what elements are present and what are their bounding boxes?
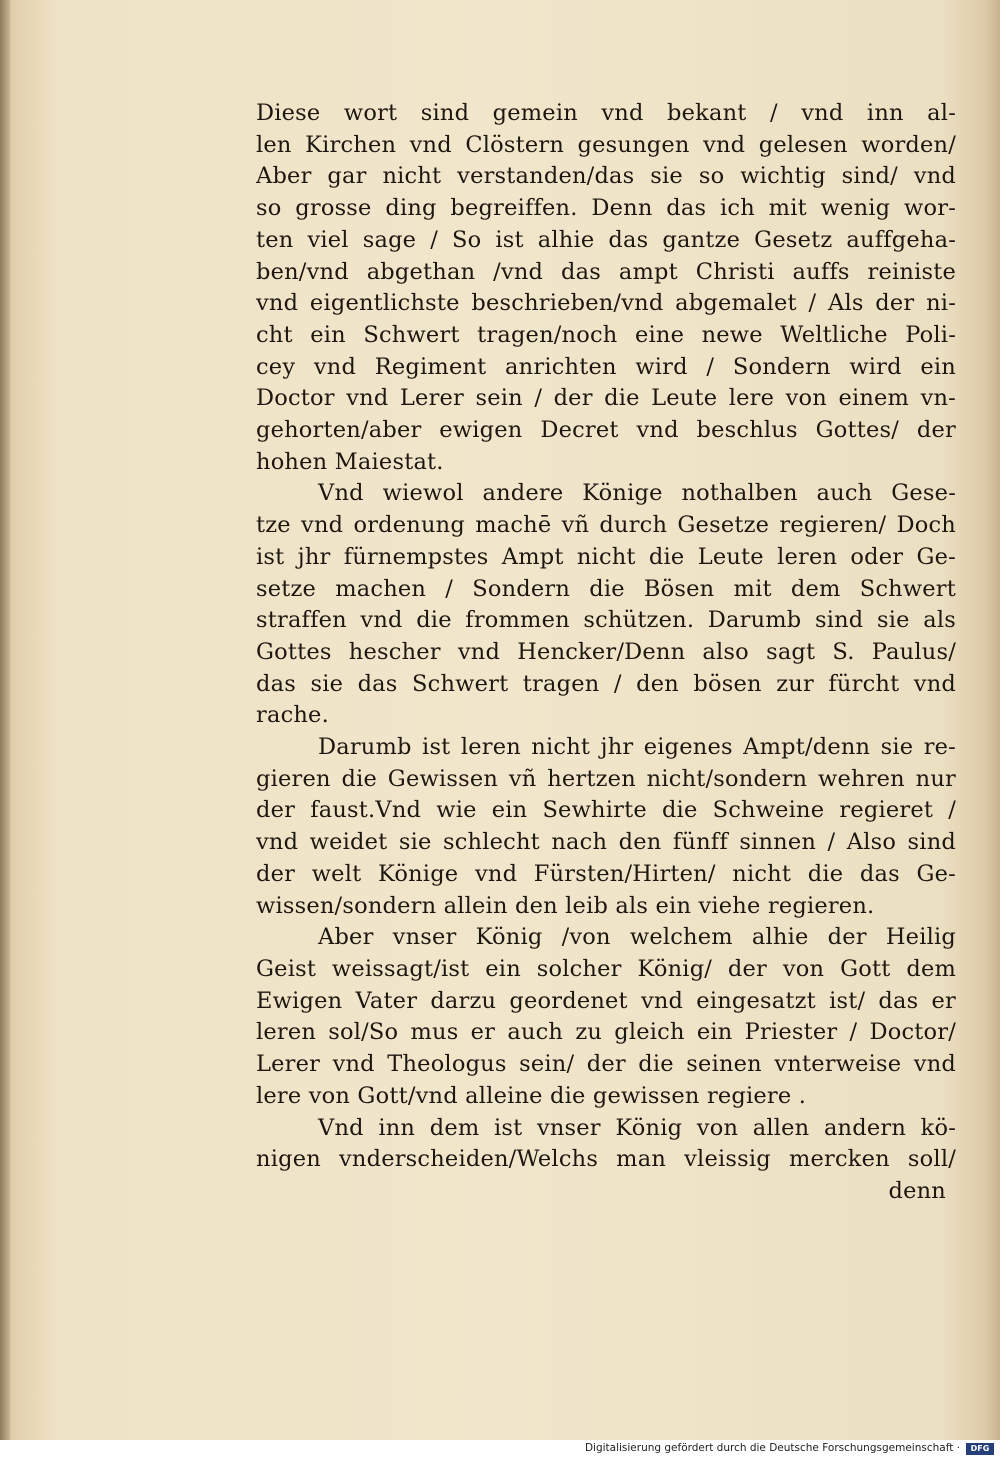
text-line: vnd weidet sie schlecht nach den fünff sinnen / Also sind	[256, 829, 956, 856]
text-line: Geist weissagt/ist ein solcher König/ der von Gott dem	[256, 955, 956, 982]
text-line: Doctor vnd Lerer sein / der die Leute lere von einem vn-	[256, 385, 956, 412]
text-line: lere von Gott/vnd alleine die gewissen regiere .	[256, 1082, 807, 1109]
text-line: so grosse ding begreiffen. Denn das ich mit wenig wor-	[256, 195, 956, 222]
page-text-block	[256, 98, 956, 1208]
digitization-footer	[0, 1440, 1000, 1459]
text-line: Aber vnser König /von welchem alhie der Heilig	[318, 924, 956, 951]
text-line: der welt Könige vnd Fürsten/Hirten/ nicht die das Ge-	[256, 860, 956, 887]
text-line: setze machen / Sondern die Bösen mit dem Schwert	[256, 575, 956, 602]
text-line: das sie das Schwert tragen / den bösen zur fürcht vnd	[256, 670, 956, 697]
text-line: gehorten/aber ewigen Decret vnd beschlus Gottes/ der	[256, 417, 956, 444]
text-line: Diese wort sind gemein vnd bekant / vnd inn al-	[256, 100, 956, 126]
text-line: Gottes hescher vnd Hencker/Denn also sagt S. Paulus/	[256, 638, 956, 665]
catchword: denn	[888, 1177, 946, 1204]
text-line: vnd eigentlichste beschrieben/vnd abgemalet / Als der ni-	[256, 290, 956, 317]
text-line: len Kirchen vnd Clöstern gesungen vnd gelesen worden/	[256, 131, 956, 158]
footer-credit-text: Digitalisierung gefördert durch die Deutsche Forschungsgemeinschaft ·	[584, 1442, 960, 1454]
text-line: Lerer vnd Theologus sein/ der die seinen vnterweise vnd	[256, 1051, 956, 1078]
text-line: ben/vnd abgethan /vnd das ampt Christi auffs reiniste	[256, 258, 956, 285]
text-line: rache.	[256, 702, 329, 729]
text-line: Darumb ist leren nicht jhr eigenes Ampt/denn sie re-	[318, 734, 956, 761]
text-line: wissen/sondern allein den leib als ein viehe regieren.	[256, 892, 875, 919]
text-line: cht ein Schwert tragen/noch eine newe Weltliche Poli-	[256, 321, 956, 348]
text-line: Ewigen Vater darzu geordenet vnd eingesatzt ist/ das er	[256, 987, 956, 1014]
text-line: Vnd inn dem ist vnser König von allen andern kö-	[318, 1114, 956, 1141]
binding-gutter	[0, 0, 10, 1440]
text-line: Vnd wiewol andere Könige nothalben auch Gese-	[318, 480, 956, 507]
dfg-logo-icon: DFG	[966, 1443, 994, 1455]
text-line: hohen Maiestat.	[256, 448, 444, 475]
text-line: straffen vnd die frommen schützen. Darumb sind sie als	[256, 607, 956, 634]
text-line: nigen vnderscheiden/Welchs man vleissig mercken soll/	[256, 1146, 956, 1173]
text-line: ist jhr fürnempstes Ampt nicht die Leute leren oder Ge-	[256, 543, 956, 570]
text-line: cey vnd Regiment anrichten wird / Sondern wird ein	[256, 353, 956, 380]
text-line: leren sol/So mus er auch zu gleich ein Priester / Doctor/	[256, 1019, 956, 1046]
text-line: tze vnd ordenung machē vñ durch Gesetze regieren/ Doch	[256, 512, 956, 539]
text-line: gieren die Gewissen vñ hertzen nicht/sondern wehren nur	[256, 765, 956, 792]
text-line: der faust.Vnd wie ein Sewhirte die Schweine regieret /	[256, 797, 956, 824]
text-line: ten viel sage / So ist alhie das gantze Gesetz auffgeha-	[256, 226, 956, 253]
text-line: Aber gar nicht verstanden/das sie so wichtig sind/ vnd	[256, 163, 956, 190]
